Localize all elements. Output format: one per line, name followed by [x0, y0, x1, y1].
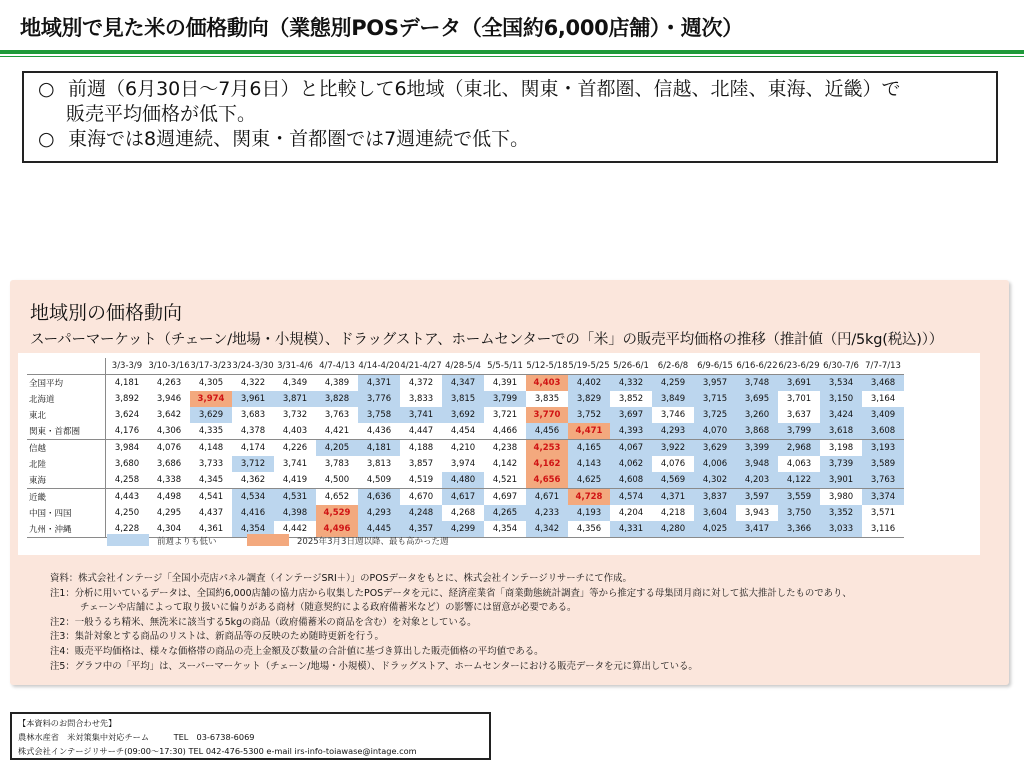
price-cell: 4,509: [366, 475, 392, 485]
price-cell: 4,402: [568, 375, 610, 392]
price-cell: 3,763: [862, 472, 904, 489]
price-cell: 4,176: [114, 426, 140, 436]
note-5: 注5：グラフ中の「平均」は、スーパーマーケット（チェーン/地場・小規模）、ドラッグストア、ホームセンターにおける販売データを元に算出している。: [50, 660, 698, 672]
table-row: [27, 456, 904, 472]
price-cell: 4,697: [484, 489, 526, 506]
price-cell: 4,372: [408, 378, 434, 388]
price-cell: 4,070: [694, 423, 736, 440]
price-cell: 3,164: [870, 394, 896, 404]
price-cell: 4,250: [114, 508, 140, 518]
price-cell: 4,332: [610, 375, 652, 392]
contact-line-intage: 株式会社インテージリサーチ(09:00～17:30) TEL 042-476-5300 e-mail irs-info-toiawase@intage.com: [18, 746, 417, 756]
price-cell: 4,233: [526, 505, 568, 521]
price-cell: 4,248: [400, 505, 442, 521]
price-cell: 4,541: [190, 489, 232, 506]
price-cell: 4,436: [366, 426, 392, 436]
price-cell: 4,496: [316, 521, 358, 538]
price-cell: 3,629: [190, 407, 232, 423]
note-1: 注1：分析に用いているデータは、全国約6,000店舗の協力店から収集したPOSデータを元に、経済産業省「商業動態統計調査」等から推定する母集団月商に対して拡大推計したものであり、: [50, 587, 852, 599]
price-cell: 4,218: [660, 508, 686, 518]
price-cell: 3,733: [198, 459, 224, 469]
price-cell: 3,984: [106, 440, 149, 457]
price-cell: 3,691: [778, 375, 820, 392]
table-row: [27, 391, 904, 407]
price-table-area: [18, 353, 980, 555]
price-cell: 4,203: [736, 472, 778, 489]
price-cell: 4,371: [358, 375, 400, 392]
price-cell: 4,671: [526, 489, 568, 506]
price-cell: 3,680: [114, 459, 140, 469]
region-label: 北海道: [27, 391, 106, 407]
price-cell: 3,758: [358, 407, 400, 423]
price-cell: 4,625: [568, 472, 610, 489]
week-header: 5/12-5/18: [526, 358, 568, 375]
price-cell: 4,445: [358, 521, 400, 538]
price-cell: 4,421: [324, 426, 350, 436]
price-cell: 3,352: [820, 505, 862, 521]
price-cell: 4,076: [660, 459, 686, 469]
price-cell: 4,447: [408, 426, 434, 436]
price-cell: 4,062: [610, 456, 652, 472]
price-cell: 3,198: [820, 440, 862, 457]
price-cell: 3,901: [820, 472, 862, 489]
price-cell: 3,852: [618, 394, 644, 404]
price-cell: 3,721: [492, 410, 518, 420]
price-cell: 4,253: [526, 440, 568, 457]
price-cell: 3,424: [820, 407, 862, 423]
price-cell: 3,892: [114, 394, 140, 404]
price-cell: 3,828: [316, 391, 358, 407]
price-cell: 3,559: [778, 489, 820, 506]
week-header: 3/3-3/9: [106, 358, 149, 375]
price-cell: 4,063: [786, 459, 812, 469]
price-cell: 3,366: [778, 521, 820, 538]
price-cell: 4,143: [568, 456, 610, 472]
price-cell: 3,813: [366, 459, 392, 469]
price-cell: 3,868: [736, 423, 778, 440]
summary-line-1: 前週（6月30日～7月6日）と比較して6地域（東北、関東・首都圏、信越、北陸、東海、近畿）で: [68, 78, 901, 100]
week-header: 6/23-6/29: [778, 358, 820, 375]
price-cell: 3,571: [870, 508, 896, 518]
price-cell: 3,399: [736, 440, 778, 457]
price-cell: 4,210: [442, 440, 484, 457]
price-cell: 4,305: [198, 378, 224, 388]
price-cell: 4,371: [652, 489, 694, 506]
table-row: [27, 472, 904, 489]
price-cell: 3,980: [820, 489, 862, 506]
week-header: 6/30-7/6: [820, 358, 862, 375]
price-cell: 3,697: [610, 407, 652, 423]
price-cell: 3,974: [190, 391, 232, 407]
price-cell: 3,712: [232, 456, 274, 472]
price-cell: 3,770: [526, 407, 568, 423]
week-header: 3/31-4/6: [274, 358, 316, 375]
header-rule-thin: [0, 56, 1024, 57]
price-cell: 4,342: [526, 521, 568, 538]
price-cell: 3,829: [568, 391, 610, 407]
note-4: 注4：販売平均価格は、様々な価格帯の商品の売上金額及び数量の合計値に基づき算出した販売価格の平均値である。: [50, 645, 544, 657]
price-cell: 3,692: [442, 407, 484, 423]
price-cell: 3,409: [862, 407, 904, 423]
price-cell: 4,652: [316, 489, 358, 506]
panel-title: 地域別の価格動向: [30, 302, 183, 324]
price-cell: 4,466: [492, 426, 518, 436]
price-cell: 3,715: [694, 391, 736, 407]
price-cell: 4,293: [652, 423, 694, 440]
bullet-circle: ○: [38, 128, 55, 150]
summary-point-1: [38, 77, 986, 102]
price-cell: 4,263: [156, 378, 182, 388]
price-cell: 4,188: [400, 440, 442, 457]
price-cell: 4,636: [358, 489, 400, 506]
price-cell: 4,357: [400, 521, 442, 538]
price-cell: 4,181: [358, 440, 400, 457]
price-cell: 4,362: [240, 475, 266, 485]
price-cell: 3,783: [324, 459, 350, 469]
summary-box: [22, 71, 998, 163]
price-cell: 3,857: [408, 459, 434, 469]
bullet-circle: ○: [38, 78, 55, 100]
price-cell: 3,589: [862, 456, 904, 472]
price-cell: 3,961: [232, 391, 274, 407]
price-cell: 3,534: [820, 375, 862, 392]
week-header: 4/7-4/13: [316, 358, 358, 375]
price-cell: 3,629: [694, 440, 736, 457]
week-header: 4/14-4/20: [358, 358, 400, 375]
price-cell: 3,974: [450, 459, 476, 469]
price-cell: 3,701: [786, 394, 812, 404]
price-cell: 3,752: [568, 407, 610, 423]
region-label: 東海: [27, 472, 106, 489]
week-header: 5/19-5/25: [568, 358, 610, 375]
week-header: 4/28-5/4: [442, 358, 484, 375]
price-cell: 3,835: [534, 394, 560, 404]
price-cell: 3,468: [862, 375, 904, 392]
table-row: [27, 375, 904, 392]
price-cell: 3,608: [862, 423, 904, 440]
price-cell: 4,193: [568, 505, 610, 521]
price-cell: 4,205: [316, 440, 358, 457]
price-cell: 4,293: [358, 505, 400, 521]
price-cell: 3,637: [786, 410, 812, 420]
price-cell: 4,025: [694, 521, 736, 538]
price-cell: 3,799: [484, 391, 526, 407]
price-cell: 3,922: [652, 440, 694, 457]
week-header: 5/26-6/1: [610, 358, 652, 375]
price-cell: 4,238: [484, 440, 526, 457]
price-cell: 3,871: [274, 391, 316, 407]
price-cell: 4,259: [652, 375, 694, 392]
price-cell: 4,531: [274, 489, 316, 506]
legend-label-lower: 前週よりも低い: [157, 537, 217, 547]
week-header: 3/24-3/30: [232, 358, 274, 375]
price-cell: 4,280: [652, 521, 694, 538]
week-header: 6/16-6/22: [736, 358, 778, 375]
price-cell: 3,849: [652, 391, 694, 407]
price-cell: 4,258: [114, 475, 140, 485]
price-cell: 3,946: [156, 394, 182, 404]
price-cell: 4,354: [484, 521, 526, 538]
price-cell: 4,521: [492, 475, 518, 485]
price-cell: 3,193: [862, 440, 904, 457]
table-body: [27, 375, 904, 538]
price-cell: 4,608: [610, 472, 652, 489]
price-cell: 4,347: [442, 375, 484, 392]
notes: [50, 572, 852, 674]
price-cell: 4,670: [400, 489, 442, 506]
region-label: 北陸: [27, 456, 106, 472]
price-cell: 4,006: [694, 456, 736, 472]
price-cell: 3,695: [736, 391, 778, 407]
price-cell: 4,331: [610, 521, 652, 538]
price-cell: 4,471: [568, 423, 610, 440]
price-cell: 4,498: [148, 489, 190, 506]
price-cell: 4,419: [282, 475, 308, 485]
table-header-row: [27, 358, 904, 375]
price-cell: 3,957: [694, 375, 736, 392]
price-cell: 4,617: [442, 489, 484, 506]
price-cell: 3,725: [694, 407, 736, 423]
price-cell: 4,349: [282, 378, 308, 388]
price-cell: 3,799: [778, 423, 820, 440]
page-title: 地域別で見た米の価格動向（業態別POSデータ（全国約6,000店舗）・週次）: [20, 16, 743, 40]
region-label: 全国平均: [27, 375, 106, 392]
note-3: 注3：集計対象とする商品のリストは、新商品等の反映のため随時更新を行う。: [50, 631, 384, 643]
legend-label-highest: 2025年3月3日週以降、最も高かった週: [297, 537, 449, 547]
price-cell: 4,356: [568, 521, 610, 538]
price-cell: 3,732: [282, 410, 308, 420]
price-cell: 4,442: [274, 521, 316, 538]
price-cell: 3,776: [358, 391, 400, 407]
panel-subtitle: スーパーマーケット（チェーン/地場・小規模）、ドラッグストア、ホームセンターでの「米」の販売平均価格の推移（推計値（円/5kg(税込)））: [30, 332, 944, 348]
region-label: 中国・四国: [27, 505, 106, 521]
price-cell: 3,618: [820, 423, 862, 440]
price-cell: 4,067: [610, 440, 652, 457]
contact-box: [10, 712, 491, 760]
region-label: 九州・沖縄: [27, 521, 106, 538]
note-1-continued: チェーンや店舗によって取り扱いに偏りがある商材（随意契約による政府備蓄米など）の影響には留意が必要である。: [80, 602, 577, 614]
price-cell: 4,322: [240, 378, 266, 388]
price-cell: 3,741: [400, 407, 442, 423]
price-cell: 3,597: [736, 489, 778, 506]
price-cell: 4,174: [232, 440, 274, 457]
price-cell: 4,142: [492, 459, 518, 469]
week-header: 5/5-5/11: [484, 358, 526, 375]
price-cell: 4,393: [610, 423, 652, 440]
price-cell: 4,226: [274, 440, 316, 457]
note-source: 資料：株式会社インテージ「全国小売店パネル調査（インテージSRI＋）」のPOSデータをもとに、株式会社インテージリサーチにて作成。: [50, 573, 632, 584]
price-cell: 4,656: [526, 472, 568, 489]
price-cell: 3,746: [660, 410, 686, 420]
table-row: [27, 505, 904, 521]
price-cell: 2,968: [778, 440, 820, 457]
contact-line-maff: 農林水産省 米対策集中対応チーム TEL 03-6738-6069: [18, 732, 255, 742]
week-header: 7/7-7/13: [862, 358, 904, 375]
price-cell: 3,260: [736, 407, 778, 423]
price-cell: 3,116: [862, 521, 904, 538]
price-cell: 4,295: [156, 508, 182, 518]
price-cell: 3,686: [156, 459, 182, 469]
price-cell: 3,150: [820, 391, 862, 407]
price-cell: 4,165: [568, 440, 610, 457]
price-cell: 3,833: [408, 394, 434, 404]
price-cell: 4,378: [240, 426, 266, 436]
price-cell: 4,265: [484, 505, 526, 521]
price-cell: 3,837: [694, 489, 736, 506]
price-cell: 4,500: [324, 475, 350, 485]
price-cell: 4,338: [156, 475, 182, 485]
price-cell: 3,642: [156, 410, 182, 420]
price-cell: 4,268: [450, 508, 476, 518]
price-cell: 4,574: [610, 489, 652, 506]
week-header: 3/10-3/16: [148, 358, 190, 375]
legend-swatch-lower: [107, 534, 149, 546]
price-cell: 4,534: [232, 489, 274, 506]
price-cell: 4,228: [106, 521, 149, 538]
price-cell: 3,763: [324, 410, 350, 420]
price-cell: 4,403: [526, 375, 568, 392]
price-cell: 3,948: [736, 456, 778, 472]
price-cell: 4,354: [232, 521, 274, 538]
price-cell: 4,728: [568, 489, 610, 506]
price-cell: 4,456: [526, 423, 568, 440]
price-cell: 3,815: [442, 391, 484, 407]
price-cell: 3,033: [820, 521, 862, 538]
week-header: 3/17-3/23: [190, 358, 232, 375]
price-cell: 4,416: [232, 505, 274, 521]
regional-price-panel: [10, 280, 1009, 685]
price-cell: 4,389: [324, 378, 350, 388]
price-cell: 3,374: [862, 489, 904, 506]
table-row: [27, 489, 904, 506]
table-row: [27, 407, 904, 423]
price-cell: 4,162: [526, 456, 568, 472]
price-cell: 4,299: [442, 521, 484, 538]
price-cell: 4,519: [408, 475, 434, 485]
price-cell: 4,437: [198, 508, 224, 518]
region-label: 関東・首都圏: [27, 423, 106, 440]
price-cell: 4,403: [282, 426, 308, 436]
note-2: 注2：一般うるち精米、無洗米に該当する5kgの商品（政府備蓄米の商品を含む）を対象としている。: [50, 616, 477, 628]
table-row: [27, 440, 904, 457]
price-cell: 4,122: [778, 472, 820, 489]
price-cell: 3,624: [114, 410, 140, 420]
price-cell: 3,748: [736, 375, 778, 392]
price-cell: 4,302: [694, 472, 736, 489]
price-cell: 4,569: [652, 472, 694, 489]
price-cell: 4,454: [450, 426, 476, 436]
price-cell: 3,741: [282, 459, 308, 469]
table-corner: [27, 358, 106, 375]
region-label: 東北: [27, 407, 106, 423]
price-cell: 4,076: [148, 440, 190, 457]
price-cell: 4,443: [106, 489, 149, 506]
contact-heading: 【本資料のお問合わせ先】: [18, 718, 117, 728]
legend-swatch-highest: [247, 534, 289, 546]
price-cell: 4,306: [156, 426, 182, 436]
price-cell: 3,417: [736, 521, 778, 538]
summary-line-2: 東海では8週連続、関東・首都圏では7週連続で低下。: [68, 128, 530, 150]
price-cell: 4,181: [114, 378, 140, 388]
price-cell: 3,604: [694, 505, 736, 521]
week-header: 6/9-6/15: [694, 358, 736, 375]
table-row: [27, 423, 904, 440]
price-cell: 4,391: [492, 378, 518, 388]
price-cell: 4,304: [148, 521, 190, 538]
price-cell: 3,943: [744, 508, 770, 518]
region-label: 信越: [27, 440, 106, 457]
price-cell: 4,480: [442, 472, 484, 489]
price-cell: 4,398: [274, 505, 316, 521]
price-cell: 3,683: [240, 410, 266, 420]
week-header: 6/2-6/8: [652, 358, 694, 375]
price-cell: 4,335: [198, 426, 224, 436]
header-rule: [0, 50, 1024, 54]
week-header: 4/21-4/27: [400, 358, 442, 375]
price-cell: 4,529: [316, 505, 358, 521]
summary-point-2: [38, 127, 986, 152]
region-label: 近畿: [27, 489, 106, 506]
price-table: [27, 358, 904, 538]
price-cell: 3,739: [820, 456, 862, 472]
price-cell: 4,345: [198, 475, 224, 485]
summary-line-1-continued: 販売平均価格が低下。: [66, 103, 257, 125]
price-cell: 4,204: [618, 508, 644, 518]
price-cell: 4,361: [190, 521, 232, 538]
price-cell: 3,750: [778, 505, 820, 521]
price-cell: 4,148: [190, 440, 232, 457]
